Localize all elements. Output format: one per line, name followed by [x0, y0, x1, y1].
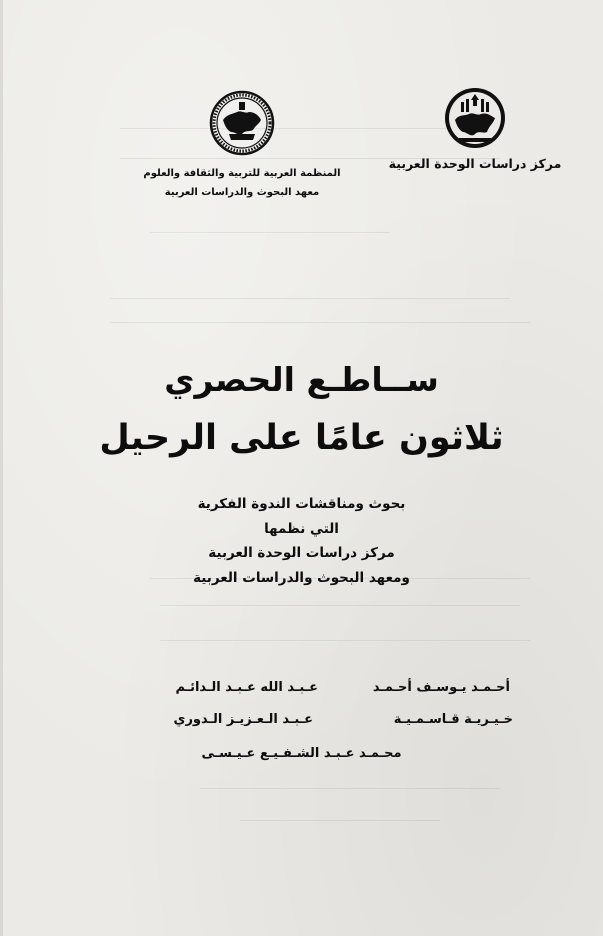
- arab-unity-center-block: [375, 86, 575, 171]
- bleed-through-line: [110, 298, 510, 299]
- page-edge-shadow: [0, 0, 3, 936]
- subtitle-line: بحوث ومناقشات الندوة الفكرية: [197, 496, 406, 512]
- bleed-through-line: [150, 232, 390, 233]
- bleed-through-line: [110, 322, 530, 323]
- subtitle-line: ومعهد البحوث والدراسات العربية: [193, 569, 410, 586]
- book-subject-name: ســاطـع الحصري: [164, 360, 439, 399]
- bleed-through-line: [160, 605, 520, 606]
- alecso-org-name: المنظمة العربية للتربية والثقافة والعلوم: [143, 168, 341, 179]
- bleed-through-line: [240, 820, 440, 821]
- author-name: خـيـريـة قـاسـمـيـة: [393, 712, 513, 727]
- author-name: محـمـد عـبـد الشـفـيـع عـيـسـى: [201, 746, 402, 761]
- book-title: ثلاثون عامًا على الرحيل: [99, 418, 504, 458]
- institute-name: معهد البحوث والدراسات العربية: [164, 187, 320, 198]
- subtitle-line: التي نظمها: [264, 520, 339, 537]
- subtitle-block: [0, 492, 603, 590]
- alecso-block: [122, 90, 362, 202]
- subtitle-line: مركز دراسات الوحدة العربية: [208, 545, 395, 561]
- author-name: أحـمـد يـوسـف أحـمـد: [372, 680, 510, 695]
- alecso-seal-icon: [209, 90, 275, 156]
- alecso-text: [122, 164, 362, 202]
- bleed-through-line: [160, 640, 530, 641]
- arab-unity-center-logo-icon: [443, 86, 507, 150]
- arab-unity-center-name: مركز دراسات الوحدة العربية: [388, 156, 562, 171]
- author-name: عـبـد الله عـبـد الـدائـم: [175, 680, 318, 695]
- author-name: عـبـد الـعـزيـز الـدوري: [173, 712, 313, 727]
- bleed-through-line: [200, 788, 500, 789]
